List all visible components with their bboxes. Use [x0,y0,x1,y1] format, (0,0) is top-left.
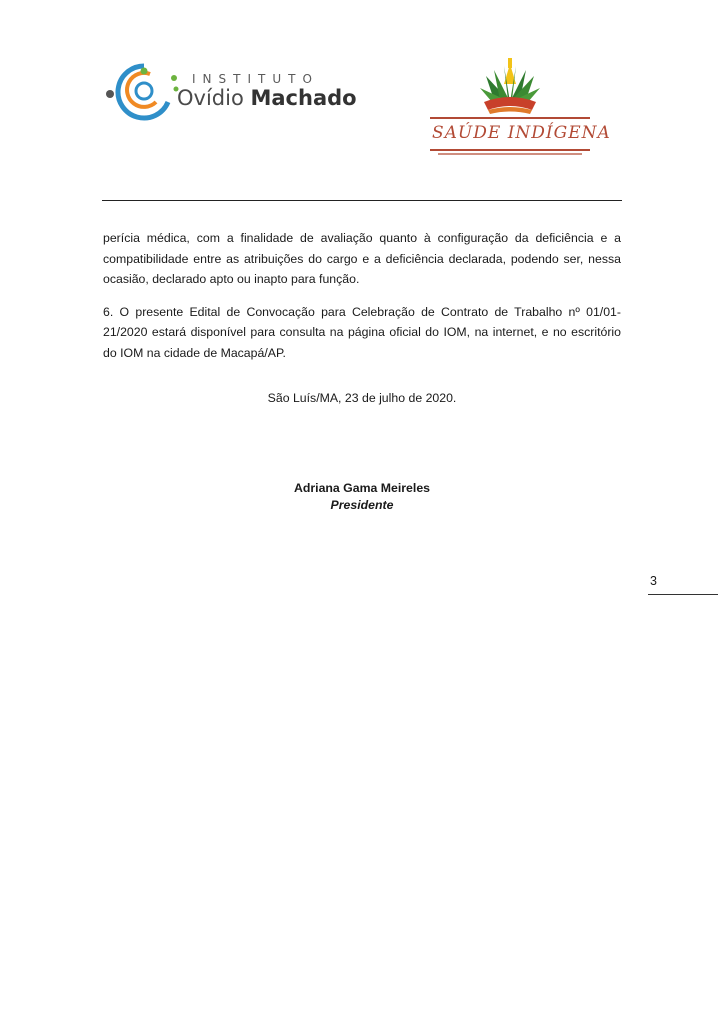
paragraph-continued: perícia médica, com a finalidade de avaliação quanto à configuração da deficiência e a compatibilidade entre as atribuições do cargo e a deficiência declarada, podendo ser, nessa ocasião, declarado apto ou inapto para função. [103,231,621,286]
saude-indigena-logo [428,56,611,160]
page-number-divider [648,594,718,595]
iom-logo-bold: Machado [250,86,357,110]
iom-emblem-icon [104,58,182,124]
saude-indigena-text: SAÚDE INDÍGENA [432,123,611,143]
instituto-ovidio-machado-logo [104,58,364,124]
feather-headdress-icon [428,56,611,160]
header-divider [102,200,622,201]
iom-logo-regular: Ovídio [177,86,251,110]
place-and-date: São Luís/MA, 23 de julho de 2020. [267,391,457,405]
document-body [103,228,621,375]
page-header [0,0,724,200]
iom-logo-line1: INSTITUTO [192,72,319,86]
signatory-name: Adriana Gama Meireles [293,481,430,495]
page-number: 3 [650,574,657,588]
iom-logo-line2 [177,86,357,110]
paragraph-6: 6. O presente Edital de Convocação para Celebração de Contrato de Trabalho nº 01/01-21/2020 estará disponível para consulta na página oficial do IOM, na internet, e no escritório do IOM na cidade de Macapá/AP. [103,304,621,360]
signatory-role: Presidente [330,498,394,512]
signature-block [103,480,621,514]
